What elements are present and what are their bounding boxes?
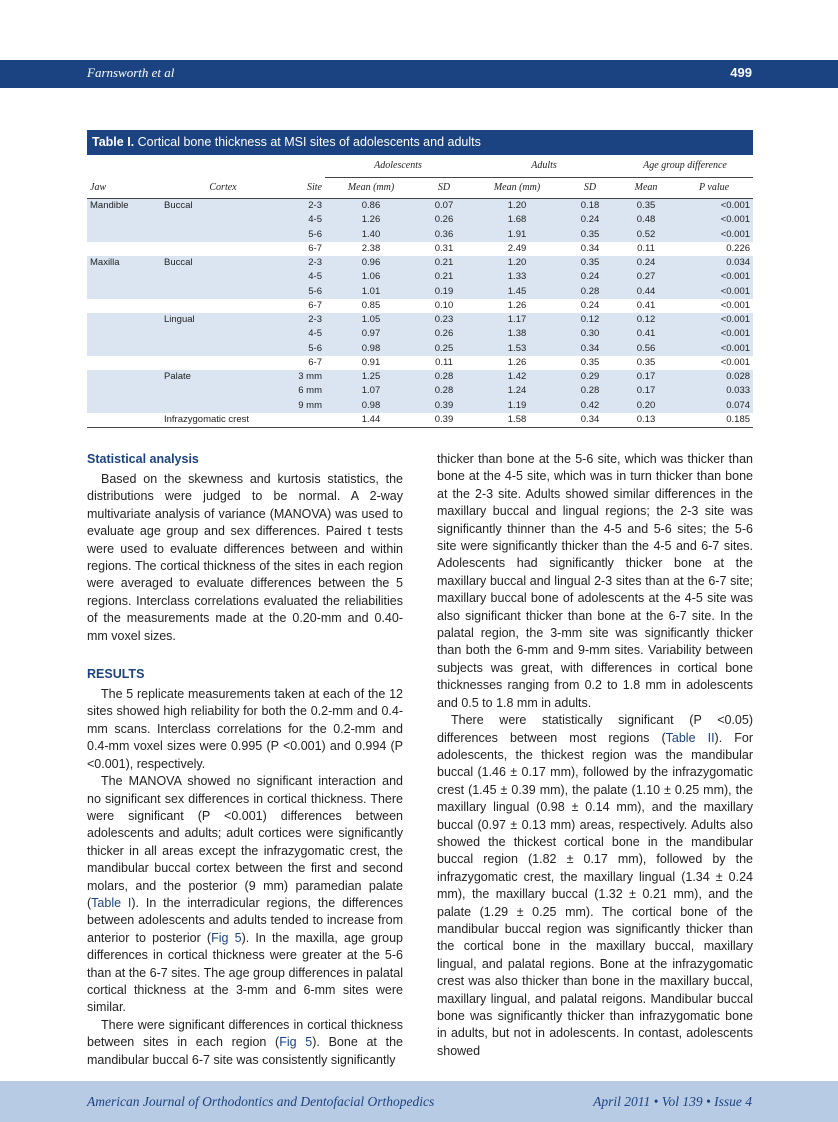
cortex-cell: Infrazygomatic crest: [161, 413, 285, 428]
adult-mean-cell: 2.49: [507, 242, 527, 254]
col-header-cortex: Cortex: [161, 178, 285, 199]
heading-results: RESULTS: [87, 667, 145, 682]
adult-mean-cell: 1.53: [471, 342, 563, 356]
jaw-cell: [87, 228, 161, 242]
cortex-cell: Buccal: [161, 199, 285, 214]
jaw-cell: [87, 384, 161, 398]
adol-mean-cell: 1.40: [325, 228, 417, 242]
table-row: [87, 242, 753, 256]
jaw-cell: [87, 342, 161, 356]
diff-mean-cell: 0.52: [617, 228, 675, 242]
running-header: [0, 60, 838, 88]
adult-mean-cell: 1.45: [471, 285, 563, 299]
cortex-cell: [161, 213, 285, 227]
adol-mean-cell: 1.25: [325, 370, 417, 384]
col-header-site: Site: [285, 178, 325, 199]
adol-sd-cell: 0.26: [417, 327, 471, 341]
adol-mean-cell: 0.97: [325, 327, 417, 341]
diff-mean-cell: 0.35: [617, 199, 675, 214]
adol-mean-cell: 1.26: [325, 213, 417, 227]
p-value-cell: <0.001: [720, 299, 751, 311]
table-row: [87, 327, 753, 341]
p-value-cell: 0.185: [675, 413, 753, 428]
table-row: [87, 413, 753, 428]
cortex-cell: [161, 384, 285, 398]
cortex-cell: [161, 285, 285, 299]
adult-mean-cell: 1.91: [471, 228, 563, 242]
jaw-cell: [87, 413, 161, 428]
adol-sd-cell: 0.39: [417, 399, 471, 413]
page-number: 499: [730, 65, 752, 80]
diff-mean-cell: 0.27: [617, 270, 675, 284]
adult-sd-cell: 0.28: [563, 285, 617, 299]
jaw-cell: [87, 313, 161, 327]
adult-mean-cell: 1.58: [471, 413, 563, 428]
col-header-adol-mean: Mean (mm): [325, 178, 417, 199]
adult-sd-cell: 0.34: [563, 413, 617, 428]
cortex-cell: [161, 327, 285, 341]
site-cell: 5-6: [285, 285, 325, 299]
adult-sd-cell: 0.35: [580, 356, 600, 368]
p-value-cell: <0.001: [720, 356, 751, 368]
adol-sd-cell: 0.25: [417, 342, 471, 356]
diff-mean-cell: 0.48: [617, 213, 675, 227]
figure-5-link[interactable]: Fig 5: [279, 1035, 313, 1050]
paragraph-results-3: [87, 1017, 403, 1069]
adol-sd-cell: 0.19: [417, 285, 471, 299]
diff-mean-cell: 0.13: [617, 413, 675, 428]
p-value-cell: <0.001: [675, 199, 753, 214]
table-body: [87, 199, 753, 428]
site-cell: 6-7: [308, 242, 322, 254]
jaw-cell: [87, 370, 161, 384]
adol-mean-cell: 1.01: [325, 285, 417, 299]
table-1-link[interactable]: Table I: [91, 895, 132, 910]
site-cell: 3 mm: [285, 370, 325, 384]
site-cell: 5-6: [285, 342, 325, 356]
p-value-cell: 0.074: [675, 399, 753, 413]
adult-sd-cell: 0.42: [563, 399, 617, 413]
cortex-cell: [161, 342, 285, 356]
adol-mean-cell: 0.85: [361, 299, 381, 311]
paragraph-results-2: [87, 773, 403, 1017]
adol-sd-cell: 0.10: [434, 299, 454, 311]
table-label: Table I.: [92, 135, 135, 149]
running-footer: [0, 1081, 838, 1122]
jaw-cell: [87, 327, 161, 341]
table-row: [87, 199, 753, 214]
adult-mean-cell: 1.17: [471, 313, 563, 327]
col-header-adult-mean: Mean (mm): [471, 178, 563, 199]
cortex-cell: [161, 228, 285, 242]
adol-sd-cell: 0.26: [417, 213, 471, 227]
p-value-cell: <0.001: [675, 270, 753, 284]
site-cell: 6-7: [308, 299, 322, 311]
adult-mean-cell: 1.38: [471, 327, 563, 341]
text-fragment: ). In the interradicular regions, the differences between adolescents and adults tended to increase from anterior to posterior (: [87, 895, 403, 945]
cortex-cell: [161, 399, 285, 413]
col-header-adol-sd: SD: [417, 178, 471, 199]
diff-mean-cell: 0.44: [617, 285, 675, 299]
diff-mean-cell: 0.24: [617, 256, 675, 270]
adult-mean-cell: 1.68: [471, 213, 563, 227]
cortex-cell: [161, 299, 285, 313]
adol-mean-cell: 1.06: [325, 270, 417, 284]
adol-mean-cell: 0.98: [325, 342, 417, 356]
p-value-cell: <0.001: [675, 313, 753, 327]
right-column: [437, 451, 753, 1060]
p-value-cell: <0.001: [675, 342, 753, 356]
table-row: [87, 256, 753, 270]
table-title: Cortical bone thickness at MSI sites of adolescents and adults: [137, 135, 481, 149]
site-cell: 2-3: [285, 256, 325, 270]
table-row: [87, 270, 753, 284]
table-row: [87, 299, 753, 313]
adult-mean-cell: 1.20: [471, 199, 563, 214]
adol-mean-cell: 0.96: [325, 256, 417, 270]
group-header-difference: Age group difference: [617, 155, 753, 178]
adult-mean-cell: 1.42: [471, 370, 563, 384]
adult-sd-cell: 0.24: [563, 270, 617, 284]
figure-5-link[interactable]: Fig 5: [211, 930, 242, 945]
table-row: [87, 285, 753, 299]
cortex-cell: Lingual: [161, 313, 285, 327]
site-cell: 2-3: [285, 199, 325, 214]
cortex-cell: Palate: [161, 370, 285, 384]
adol-sd-cell: 0.31: [434, 242, 454, 254]
adol-mean-cell: 1.07: [325, 384, 417, 398]
running-header-authors: Farnsworth et al: [87, 65, 175, 80]
paragraph-statistical-analysis: Based on the skewness and kurtosis statistics, the distributions were judged to be normal. A 2-way multivariate analysis of variance (MANOVA) was used to evaluate age group and sex differences. Paired t tests were used to evaluate differences between and within regions. The cortical thickness of the sites in each region were averaged to evaluate differences between the 5 regions. Interclass correlations evaluated the reliabilities of the measurements made at the 0.20-mm and 0.40-mm voxel sizes.: [87, 472, 403, 643]
adol-sd-cell: 0.23: [417, 313, 471, 327]
adol-mean-cell: 0.86: [325, 199, 417, 214]
adult-sd-cell: 0.24: [563, 213, 617, 227]
jaw-cell: [87, 213, 161, 227]
adult-mean-cell: 1.20: [471, 256, 563, 270]
p-value-cell: 0.226: [726, 242, 751, 254]
site-cell: 6-7: [308, 356, 322, 368]
adult-sd-cell: 0.30: [563, 327, 617, 341]
col-header-p-value: P value: [675, 178, 753, 199]
jaw-cell: Maxilla: [87, 256, 161, 270]
jaw-cell: [87, 356, 161, 370]
table-row: [87, 228, 753, 242]
text-fragment: The MANOVA showed no significant interaction and no significant sex differences in cortical thickness. There were significant (P <0.001) differences between adolescents and adults; adult cortices were significantly thicker in all areas except the infrazygomatic crest, the mandibular buccal cortex between the first and second molars, and the posterior (9 mm) paramedian palate (: [87, 774, 403, 910]
adol-sd-cell: 0.21: [417, 256, 471, 270]
adult-sd-cell: 0.35: [563, 256, 617, 270]
data-table: [87, 155, 753, 428]
adol-sd-cell: 0.21: [417, 270, 471, 284]
adult-sd-cell: 0.24: [580, 299, 600, 311]
jaw-cell: [87, 299, 161, 313]
table-row: [87, 356, 753, 370]
p-value-cell: 0.034: [675, 256, 753, 270]
adol-mean-cell: 0.91: [361, 356, 381, 368]
adult-sd-cell: 0.29: [563, 370, 617, 384]
table-row: [87, 399, 753, 413]
diff-mean-cell: 0.56: [617, 342, 675, 356]
cortex-cell: [161, 270, 285, 284]
adol-mean-cell: 0.98: [325, 399, 417, 413]
adol-mean-cell: 1.05: [325, 313, 417, 327]
diff-mean-cell: 0.11: [637, 242, 655, 254]
cortex-cell: [161, 242, 285, 256]
site-cell: 5-6: [285, 228, 325, 242]
p-value-cell: <0.001: [675, 228, 753, 242]
diff-mean-cell: 0.17: [617, 370, 675, 384]
table-row: [87, 384, 753, 398]
diff-mean-cell: 0.41: [636, 299, 656, 311]
table-row: [87, 213, 753, 227]
p-value-cell: 0.028: [675, 370, 753, 384]
adol-sd-cell: 0.07: [417, 199, 471, 214]
p-value-cell: 0.033: [675, 384, 753, 398]
col-header-jaw: Jaw: [87, 178, 161, 199]
text-fragment: ). Bone at the mandibular buccal 6-7 site was consistently significantly: [87, 1035, 403, 1067]
text-fragment: ). In the maxilla, age group differences in cortical thickness were greater at the 5-6 than at the 6-7 sites. The age group differences in palatal cortical thickness at the 3-mm and 6-mm sites were similar.: [87, 930, 404, 1015]
adult-sd-cell: 0.12: [563, 313, 617, 327]
table-row: [87, 342, 753, 356]
table-row: [87, 370, 753, 384]
col-header-diff-mean: Mean: [617, 178, 675, 199]
adol-sd-cell: 0.28: [417, 384, 471, 398]
cortex-cell: Buccal: [161, 256, 285, 270]
table-row: [87, 313, 753, 327]
text-fragment: ). For adolescents, the thickest region was the mandibular buccal (1.46 ± 0.17 mm), followed by the infrazygomatic crest (1.45 ± 0.39 mm), the palate (1.10 ± 0.25 mm), the maxillary lingual (0.98 ± 0.14 mm), and the maxillary buccal (0.97 ± 0.13 mm) areas, respectively. Adults also showed the thickest cortical bone in the mandibular buccal region (1.82 ± 0.17 mm), followed by the infrazygomatic crest, the maxillary lingual (1.34 ± 0.24 mm), the maxillary buccal (1.32 ± 0.21 mm), and the palate (1.29 ± 0.25 mm). The cortical bone of the mandibular buccal region was significantly thicker than the cortical bone in the maxillary buccal, maxillary lingual, and palatal regions. Bone at the infrazygomatic crest was also thicker than bone in the maxillary buccal, maxillary lingual, and palatal reigons. Mandibular buccal bone was significantly thicker than infrazygomatic bone in adults, but not in adolescents. In contast, adolescents showed: [437, 730, 753, 1058]
adult-sd-cell: 0.18: [563, 199, 617, 214]
jaw-cell: [87, 270, 161, 284]
site-cell: 4-5: [285, 270, 325, 284]
adult-mean-cell: 1.26: [507, 299, 527, 311]
text-fragment: There were significant differences in cortical thickness between sites in each region (: [87, 1017, 403, 1050]
diff-mean-cell: 0.17: [617, 384, 675, 398]
diff-mean-cell: 0.41: [617, 327, 675, 341]
footer-issue-info: April 2011 • Vol 139 • Issue 4: [593, 1094, 752, 1109]
jaw-cell: [87, 285, 161, 299]
paragraph-regions: [437, 712, 753, 1060]
adol-mean-cell: 1.44: [325, 413, 417, 428]
site-cell: 2-3: [285, 313, 325, 327]
adult-mean-cell: 1.19: [471, 399, 563, 413]
col-header-adult-sd: SD: [563, 178, 617, 199]
adult-sd-cell: 0.28: [563, 384, 617, 398]
adol-sd-cell: 0.11: [435, 356, 453, 368]
paragraph-continued: thicker than bone at the 5-6 site, which was thicker than bone at the 4-5 site, which was in turn thicker than bone at the 2-3 site. Adults showed similar differences in the maxillary buccal and lingual regions; the 2-3 site was significantly thinner than the 4-5 and 5-6 sites; the 5-6 site were significantly thicker than the 4-5 and 6-7 sites. Adolescents had significantly thicker bone at the maxillary buccal and lingual 2-3 sites than at the 6-7 site; maxillary buccal bone of adolescents at the 4-5 site was also significant thicker than bone at the 6-7 site. In the palatal region, the 3-mm site was significantly thicker than both the 6-mm and 9-mm sites. Variability between subjects was great, with differences in cortical bone thicknesses ranging from 0.2 to 1.8 mm in adolescents and 0.5 to 1.8 mm in adults.: [437, 452, 753, 710]
left-column: [87, 451, 403, 1069]
adult-mean-cell: 1.26: [507, 356, 527, 368]
table-2-link[interactable]: Table II: [665, 730, 715, 745]
adult-mean-cell: 1.33: [471, 270, 563, 284]
adol-mean-cell: 2.38: [361, 242, 381, 254]
adol-sd-cell: 0.39: [417, 413, 471, 428]
diff-mean-cell: 0.12: [617, 313, 675, 327]
site-cell: 6 mm: [285, 384, 325, 398]
footer-journal-name: American Journal of Orthodontics and Dentofacial Orthopedics: [87, 1094, 435, 1109]
jaw-cell: [87, 399, 161, 413]
text-fragment: There were statistically significant (P <0.05) differences between most regions (: [437, 713, 753, 745]
adult-sd-cell: 0.34: [563, 342, 617, 356]
adol-sd-cell: 0.36: [417, 228, 471, 242]
p-value-cell: <0.001: [675, 213, 753, 227]
cortex-cell: [161, 356, 285, 370]
site-cell: [285, 413, 325, 428]
adult-mean-cell: 1.24: [471, 384, 563, 398]
heading-statistical-analysis: Statistical analysis: [87, 452, 199, 466]
site-cell: 9 mm: [285, 399, 325, 413]
table-1: [87, 130, 753, 428]
jaw-cell: Mandible: [87, 199, 161, 214]
diff-mean-cell: 0.35: [636, 356, 656, 368]
adult-sd-cell: 0.34: [580, 242, 600, 254]
p-value-cell: <0.001: [675, 327, 753, 341]
group-header-adults: Adults: [471, 155, 617, 178]
site-cell: 4-5: [285, 213, 325, 227]
site-cell: 4-5: [285, 327, 325, 341]
diff-mean-cell: 0.20: [617, 399, 675, 413]
adult-sd-cell: 0.35: [563, 228, 617, 242]
table-caption: [87, 130, 753, 155]
group-header-adolescents: Adolescents: [325, 155, 471, 178]
p-value-cell: <0.001: [675, 285, 753, 299]
adol-sd-cell: 0.28: [417, 370, 471, 384]
paragraph-results-1: The 5 replicate measurements taken at each of the 12 sites showed high reliability for both the 0.2-mm and 0.4-mm scans. Interclass correlations for the 0.2-mm and 0.4-mm voxel sizes were 0.995 (P <0.001) and 0.994 (P <0.001), respectively.: [87, 687, 403, 771]
jaw-cell: [87, 242, 161, 256]
